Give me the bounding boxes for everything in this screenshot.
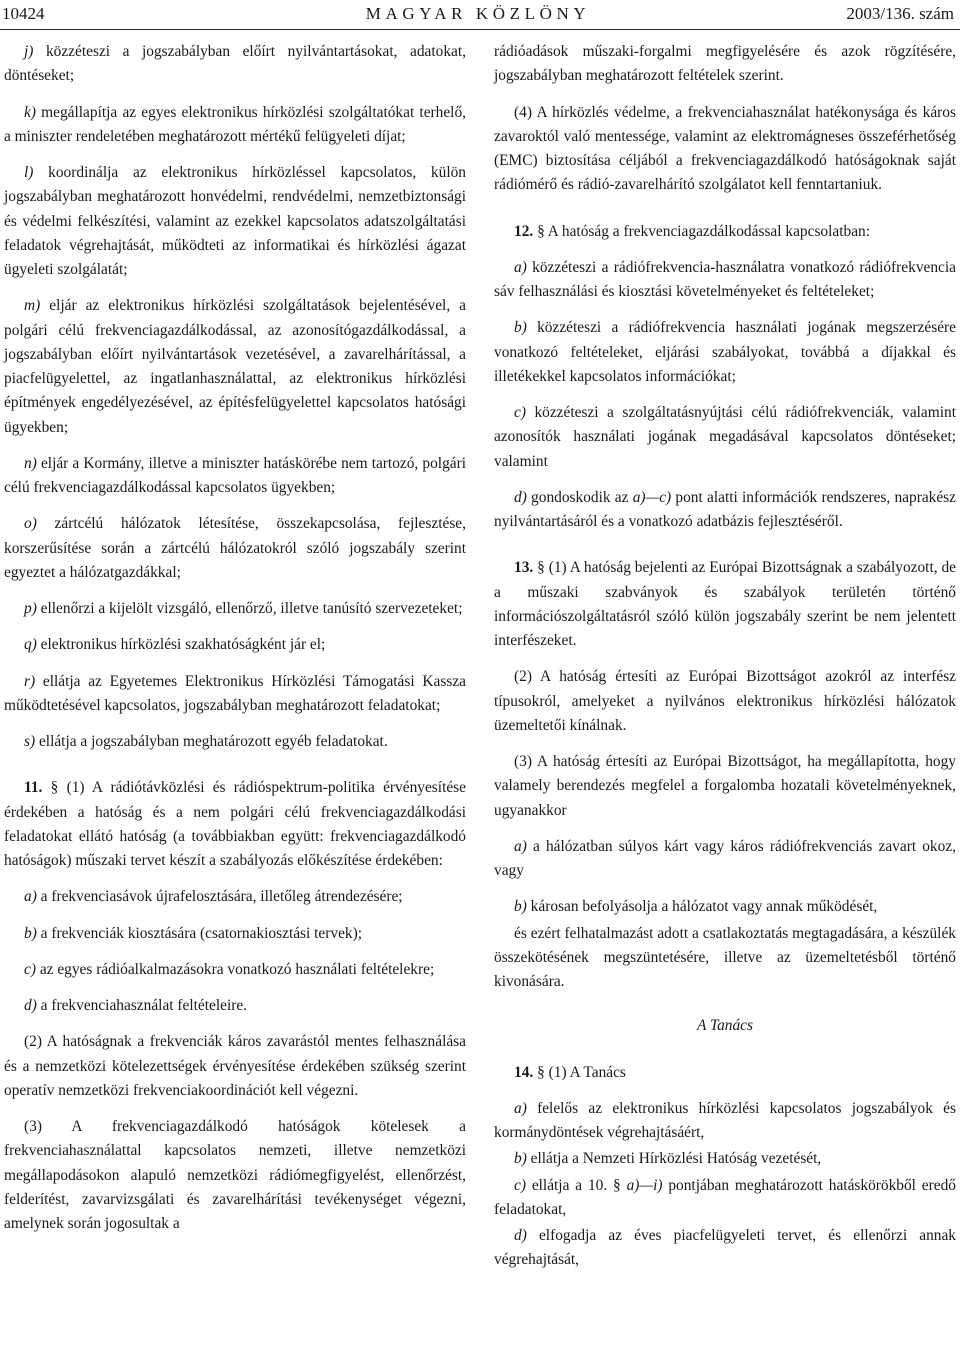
section-11-2: (2) A hatóságnak a frekvenciák káros zavarástól mentes felhasználása és a nemzetközi kötelezettségek érvényesítése érdekében szükség szerint operatív nemzetközi frekvenciakoordinációt kell végezni. [4,1033,466,1099]
section-13-3: (3) A hatóság értesíti az Európai Bizottságot, ha megállapította, hogy valamely berendezés megfelel a forgalomba hozatali követelményeknek, ugyanakkor [494,753,956,819]
section-14: 14. § (1) A Tanács [514,1063,626,1081]
tanacs-heading: A Tanács [696,1017,754,1035]
item-p: p) ellenőrzi a kijelölt vizsgáló, ellenőrző, illetve tanúsító szervezeteket; [24,600,463,617]
section-14-a: a) felelős az elektronikus hírközlési kapcsolatos jogszabályok és kormánydöntések végrehajtásáért, [494,1099,956,1141]
item-n: n) eljár a Kormány, illetve a miniszter hatáskörébe nem tartozó, polgári célú frekvenciagazdálkodással kapcsolatos ügyekben; [4,454,466,496]
item-j: j) közzéteszi a jogszabályban előírt nyilvántartásokat, adatokat, döntéseket; [4,43,466,85]
section-11-c: c) az egyes rádióalkalmazásokra vonatkozó használati feltételekre; [24,960,435,978]
item-l: l) koordinálja az elektronikus hírközléssel kapcsolatos, külön jogszabályban meghatározott honvédelmi, rendvédelmi, nemzetbiztonsági és védelmi felkészítési, valamint az ezekkel kapcsolatos adatszolgáltatási feladatok végrehajtását, működteti az informatikai és hírközlési ágazat ügyeleti szolgálatát; [4,164,466,278]
section-13-2: (2) A hatóság értesíti az Európai Bizottságot azokról az interfész típusokról, amelyeket a nyilvános elektronikus hírközlési hálózatok üzemeltetői kínálnak. [494,668,956,734]
page-number: 10424 [2,4,45,23]
header-rule [0,29,960,30]
section-14-b: b) ellátja a Nemzeti Hírközlési Hatóság vezetését, [514,1150,822,1168]
item-k: k) megállapítja az egyes elektronikus hírközlési szolgáltatókat terhelő, a miniszter rendeletében meghatározott mértékű felügyeleti díjat; [4,103,466,145]
item-q: q) elektronikus hírközlési szakhatóságként jár el; [24,636,326,654]
section-11-d: d) a frekvenciahasználat feltételeire. [24,997,248,1014]
left-column [4,40,466,1248]
section-14-c: c) ellátja a 10. § a)—i) pontjában meghatározott hatáskörökből eredő feladatokat, [494,1176,956,1218]
section-12-b: b) közzéteszi a rádiófrekvencia használati jogának megszerzésére vonatkozó feltételeket, eljárási szabályokat, továbbá a díjakkal és illetékekkel kapcsolatos információkat; [494,319,956,385]
section-12-c: c) közzéteszi a szolgáltatásnyújtási célú rádiófrekvenciák, valamint azonosítók használati jogának megadásával kapcsolatos döntéseket; valamint [494,404,956,470]
section-11-3: (3) A frekvenciagazdálkodó hatóságok kötelesek a frekvenciahasználattal kapcsolatos nemzeti, illetve nemzetközi megállapodásokon alapuló nemzetközi rádiómegfigyelést, ellenőrzést, felderítést, zavarvizsgálati és zavarelhárítási tevékenységet végezni, amelynek során jogosultak a [4,1118,466,1232]
section-13-after: és ezért felhatalmazást adott a csatlakoztatás megtagadására, a készülék összekötésének megszüntetésére, illetve az üzemeltetésből történő kivonására. [494,924,956,990]
section-11-b: b) a frekvenciák kiosztására (csatornakiosztási tervek); [24,924,363,942]
section-13-b: b) károsan befolyásolja a hálózatot vagy annak működését, [514,898,878,916]
section-13-a: a) a hálózatban súlyos kárt vagy káros rádiófrekvenciás zavart okoz, vagy [494,837,956,879]
section-11: 11. § (1) A rádiótávközlési és rádióspektrum-politika érvényesítése érdekében a hatóság és a nem polgári célú frekvenciagazdálkodási feladatokat ellátó hatóság (a továbbiakban együtt: frekvenciagazdálkodó hatóságok) műszaki tervet készít a szabályozás előkészítése érdekében: [4,779,466,869]
section-11-4: (4) A hírközlés védelme, a frekvenciahasználat hatékonysága és káros zavaroktól való mentessége, valamint az elektromágneses összeférhetőség (EMC) biztosítása céljából a frekvenciagazdálkodó hatóságoknak saját rádiómérő és rádió-zavarelhárító szolgálatot kell fenntartaniuk. [494,103,956,194]
right-column [494,40,956,1275]
issue-number: 2003/136. szám [846,4,954,23]
section-13: 13. § (1) A hatóság bejelenti az Európai Bizottságnak a szabályozott, de a műszaki szabványok és szabályok területén történő információszolgáltatásról szóló külön jogszabály szerint be nem jelentett interfészeket. [494,559,956,649]
item-o: o) zártcélú hálózatok létesítése, összekapcsolása, fejlesztése, korszerűsítése során a zártcélú hálózatokról szóló jogszabály szerint egyeztet a hálózatgazdákkal; [4,515,466,581]
section-11-a: a) a frekvenciasávok újrafelosztására, illetőleg átrendezésére; [24,888,403,906]
section-12-d: d) gondoskodik az a)—c) pont alatti információk rendszeres, naprakész nyilvántartásáról és a vonatkozó adatbázis fejlesztéséről. [494,488,957,530]
section-11-3-continued: rádióadások műszaki-forgalmi megfigyelésére és azok rögzítésére, jogszabályban meghatározott feltételek szerint. [494,43,956,85]
item-m: m) eljár az elektronikus hírközlési szolgáltatások bejelentésével, a polgári célú frekvenciagazdálkodással, az azonosítógazdálkodással, a jogszabályban előírt nyilvántartások vezetésével, a zavarelhárítással, a piacfelügyelettel, az ingatlanhasználattal, az elektronikus hírközlési építmények engedélyezésével, az építésfelügyelettel kapcsolatos hatósági ügyekben; [4,297,466,436]
journal-title: MAGYAR KÖZLÖNY [365,4,591,23]
item-s: s) ellátja a jogszabályban meghatározott egyéb feladatokat. [24,733,388,750]
item-r: r) ellátja az Egyetemes Elektronikus Hírközlési Támogatási Kassza működtetésével kapcsolatos, jogszabályban meghatározott feladatokat; [4,672,466,714]
page-header [2,4,954,30]
section-12: 12. § A hatóság a frekvenciagazdálkodással kapcsolatban: [514,222,871,240]
section-12-a: a) közzéteszi a rádiófrekvencia-használatra vonatkozó rádiófrekvencia sáv felhasználási és kiosztási követelményeket és feltételeket; [494,258,956,300]
section-14-d: d) elfogadja az éves piacfelügyeleti tervet, és ellenőrzi annak végrehajtását, [494,1227,956,1269]
